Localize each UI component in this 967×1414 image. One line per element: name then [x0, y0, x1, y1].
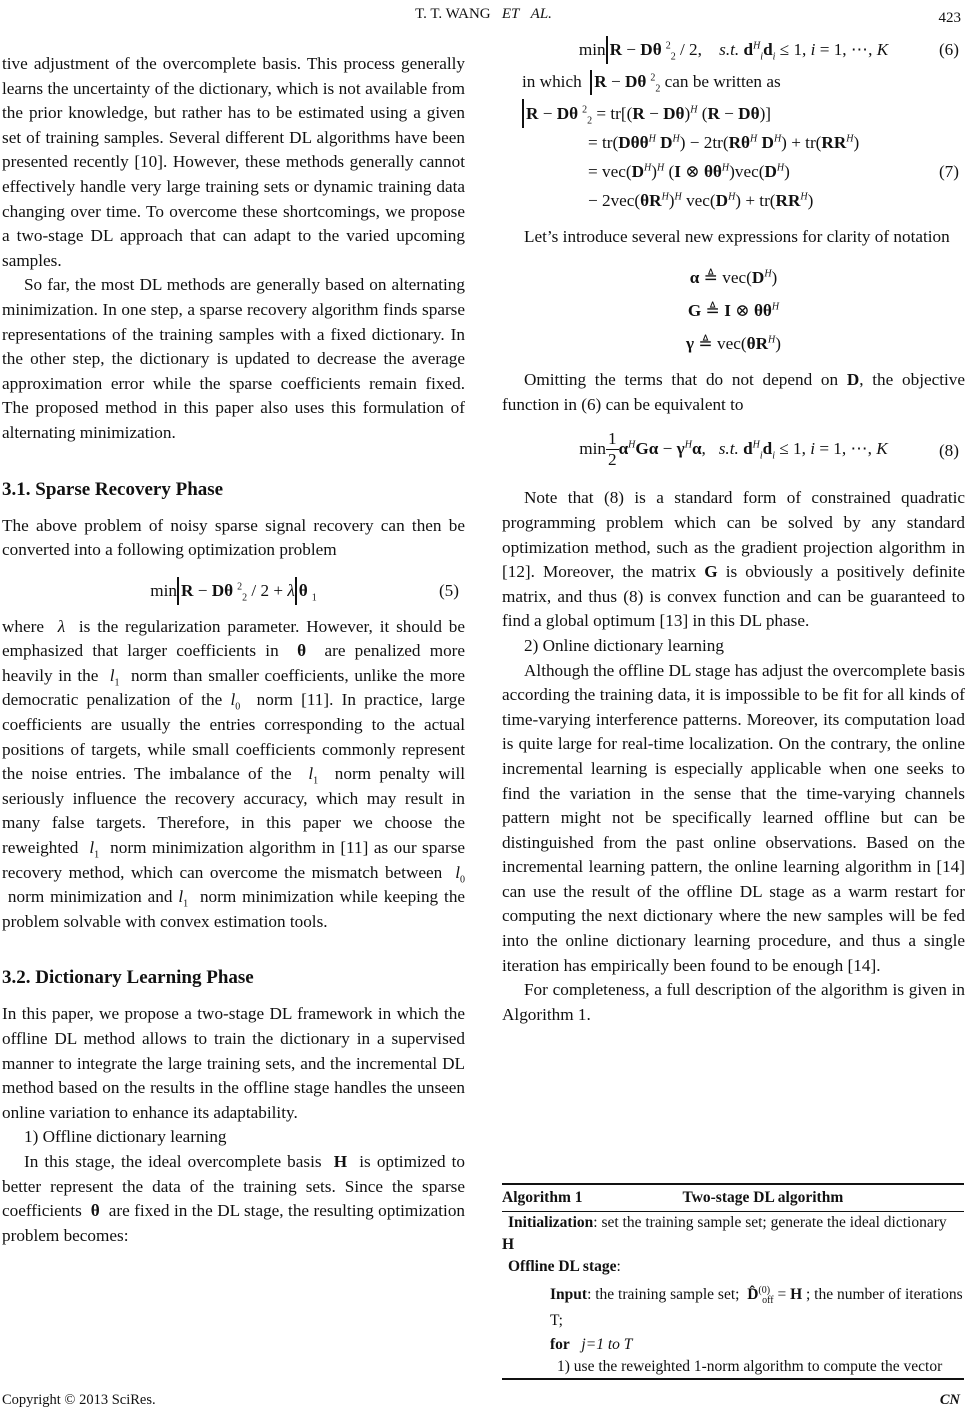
running-head: T. T. WANG ET AL.: [415, 6, 552, 22]
algorithm-init-H: H: [502, 1236, 515, 1253]
paragraph: In this paper, we propose a two-stage DL framework in which the offline DL method allows to train the dictionary in a supervised manner to integrate the large training sets, and the incremental DL method based on the results in the offline stage handles the unseen online variation to enhance its adaptability.: [2, 1004, 465, 1122]
paragraph: Note that (8) is a standard form of constrained quadratic programming problem which can be solved by any standard optimization method, such as the gradient projection algorithm in [12]. Moreover, the matrix G is obviously a positively definite matrix, and thus (8) is convex function and can be guaranteed to find a global optimum [13] in this DL phase.: [502, 488, 966, 631]
equation-body: min $\frac{1}{2}$ $\alpha^HG\alpha - \gamma^H\alpha$, s.t. $d^H_id_i \le 1$, i = 1, ⋯, K: [579, 429, 888, 470]
paragraph: in which R − Dθ $^2_2$ can be written as: [522, 72, 781, 95]
page-footer: [2, 1392, 962, 1409]
algorithm-step-1: 1) use the reweighted 1-norm algorithm to compute the vector: [557, 1358, 943, 1375]
section-heading-3-1: 3.1. Sparse Recovery Phase: [2, 478, 224, 500]
copyright: Copyright © 2013 SciRes.: [2, 1392, 156, 1408]
paragraph: Omitting the terms that do not depend on D, the objective function in (6) can be equivalent to: [502, 370, 965, 414]
page-number: 423: [938, 10, 961, 26]
equation-7: R − Dθ $^2_2 = tr[(R - D\theta)^H$ (R − Dθ)] = tr(Dθθ$^H$ $D^H) - 2tr(R\theta^H$ $D^H) + tr(RR^H)$ = $vec(D^H)^H$ (I ⊗ $\theta\theta^H)vec(D^H)$ − $2vec(\theta R^H)^H$ $vec(D^H) + tr(RR^H)$ (7): [502, 99, 965, 215]
equation-number: (6): [938, 40, 959, 59]
paragraph: The above problem of noisy sparse signal recovery can then be converted into a following optimization problem: [2, 515, 465, 560]
paragraph: where λ is the regularization parameter. However, it should be emphasized that larger coefficients in θ are penalized more heavily in the $l_1$ norm than smaller coefficients, unlike the more democratic penalization of the $l_0$ norm [11]. In practice, large coefficients are usually the entries corresponding to the actual positions of targets, while small coefficients commonly represent the noise entries. The imbalance of the $l_1$ norm penalty will seriously influence the recovery accuracy, which may result in many false targets. Therefore, in this paper we choose the reweighted $l_1$ norm minimization algorithm in [11] as our sparse recovery method, which can overcome the mismatch between $l_0$ norm minimization and $l_1$ norm minimization while keeping the problem solvable with convex estimation tools.: [2, 616, 466, 931]
algorithm-box: [502, 1183, 964, 1380]
definitions: α ≜ $vec(D^H)$ G ≜ I ⊗ $\theta\theta^H$ γ ≜ $vec(\theta R^H)$: [686, 268, 781, 354]
equation-number: (8): [938, 441, 959, 461]
paragraph: Although the offline DL stage has adjust the overcomplete basis according the training data, it is impossible to be fit for all kinds of time-varying interference patterns. Moreover, its computation load is quite large for real-time localization. On the contrary, the online incremental learning is especially applicable when one seeks to find the variation in the sense that the time-varying channels pattern might not be specifically learned offline but can be distinguished from the past online observations. Based on the incremental learning pattern, the online learning algorithm in [14] can use the result of the offline DL stage as a warm restart for computing the next dictionary where the new samples will be fed into the online dictionary learning procedure, and thus a single iteration has empirically been found to be enough [14].: [502, 660, 965, 975]
journal-abbrev: CN: [939, 1392, 960, 1408]
algorithm-for-loop: for j=1 to T: [550, 1336, 633, 1353]
paragraph: So far, the most DL methods are generally based on alternating minimization. In one step, a sparse recovery algorithm finds sparse representations of the training samples with a fixed dictionary. In the other step, the dictionary is updated to decrease the average approximation error while the sparse coefficients remain fixed. The proposed method in this paper also uses this formulation of alternating minimization.: [2, 275, 465, 442]
equation-body: min R − Dθ $^2_2$ / 2 + λ θ $_1$: [150, 581, 317, 600]
page-header: [0, 4, 967, 28]
equation-6: [502, 36, 965, 64]
paragraph: For completeness, a full description of the algorithm is given in Algorithm 1.: [502, 980, 965, 1024]
algorithm-offline-stage: Offline DL stage:: [508, 1258, 621, 1275]
paragraph: tive adjustment of the overcomplete basis. This process generally learns the uncertainty of the dictionary, which is not available from the prior knowledge, but rather has to be estimated using a given set of training samples. Several different DL algorithms have been presented recently [10]. However, these methods generally cannot effectively handle very large training sets or dynamic training data changing over time. To overcome these shortcomings, we propose a two-stage DL approach that can adapt to the varied upcoming samples.: [2, 54, 465, 270]
section-heading-3-2: 3.2. Dictionary Learning Phase: [2, 967, 254, 989]
equation-number: (5): [438, 580, 459, 600]
equation-body: min R − Dθ $^2_2$ / 2, s.t. $d^H_id_i \le 1$, i = 1, ⋯, K: [579, 40, 888, 59]
algorithm-header: Algorithm 1 Two-stage DL algorithm: [502, 1185, 964, 1212]
subsection-heading: 2) Online dictionary learning: [524, 635, 724, 655]
algorithm-init: Initialization: set the training sample set; generate the ideal dictionary: [508, 1214, 947, 1231]
left-column: [2, 52, 465, 1248]
paragraph: Let’s introduce several new expressions for clarity of notation: [524, 226, 950, 246]
paragraph: In this stage, the ideal overcomplete basis H is optimized to better represent the data of the training sets. Since the sparse coefficients θ are fixed in the DL stage, the resulting optimization problem becomes:: [2, 1151, 466, 1245]
equation-8: [502, 429, 965, 470]
right-column: [502, 36, 965, 1027]
algorithm-input: Input: the training sample set; D̂$^{(0)}_{off}$ = H ; the number of iterations T;: [550, 1284, 963, 1329]
equation-5: [2, 577, 465, 605]
equation-number: (7): [938, 161, 959, 181]
subsection-heading: 1) Offline dictionary learning: [24, 1127, 227, 1147]
